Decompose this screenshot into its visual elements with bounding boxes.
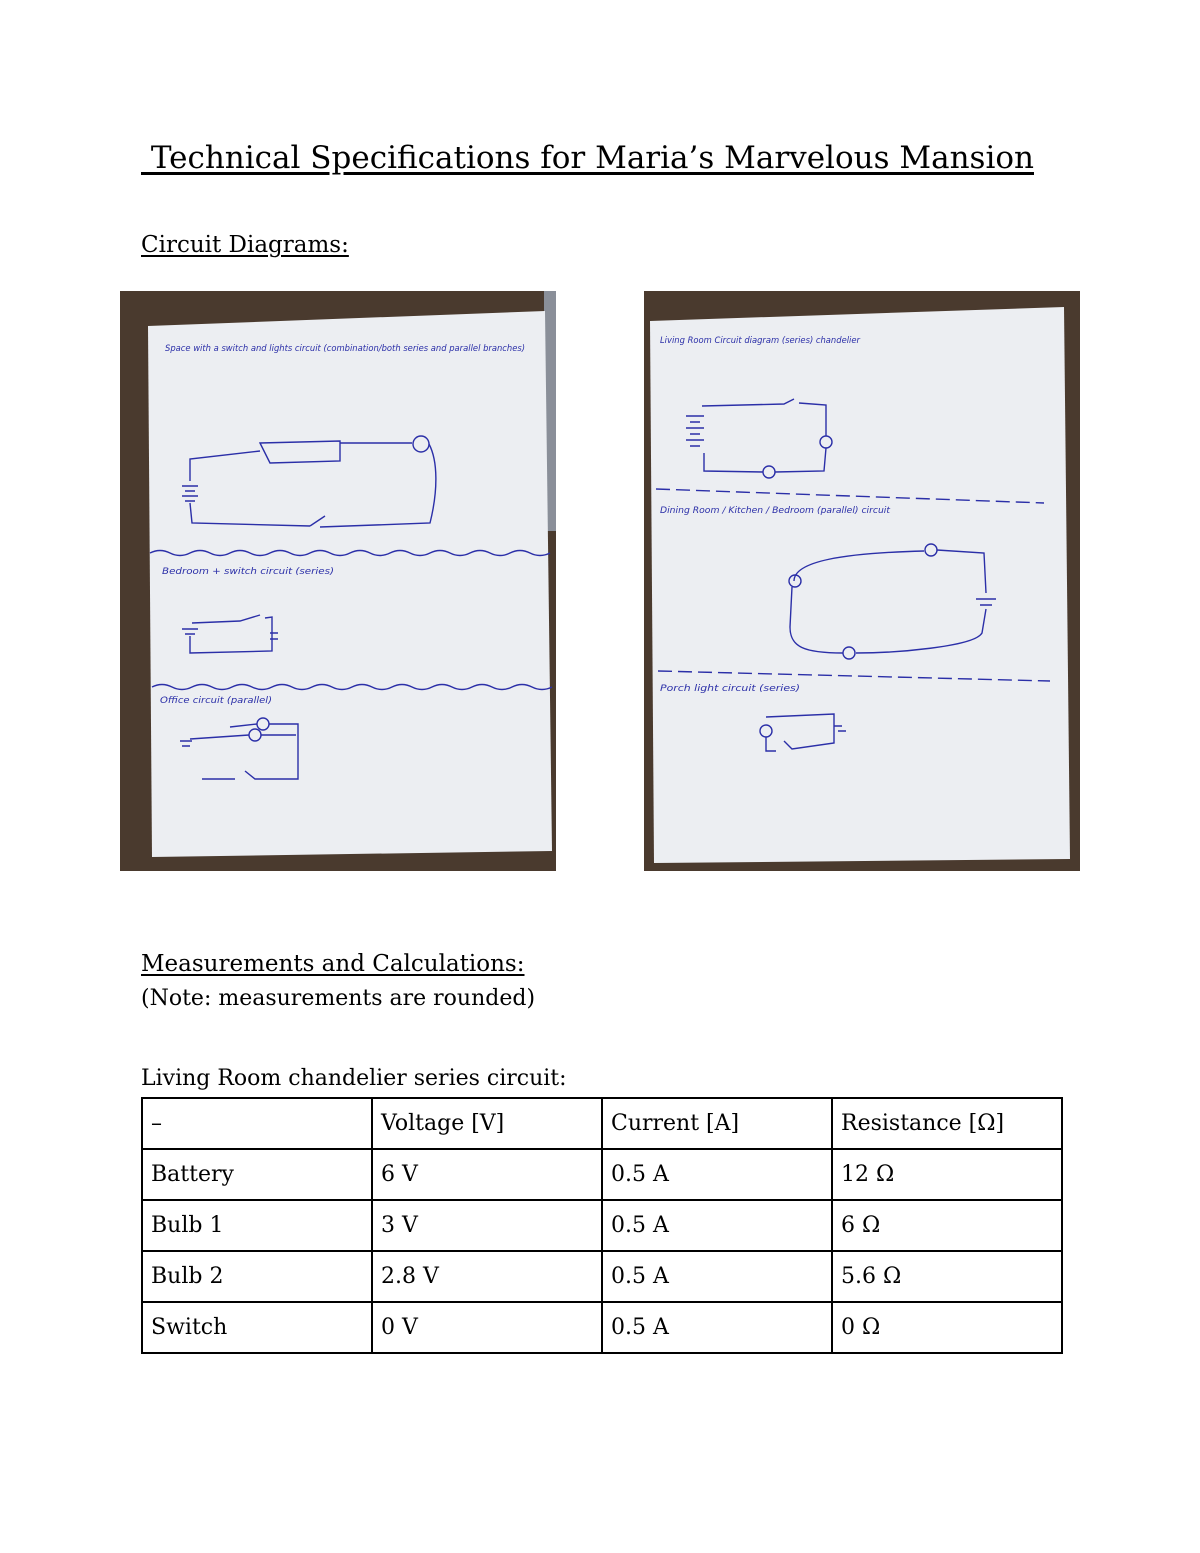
circuit-photo-right	[644, 291, 1080, 871]
header-cell: Resistance [Ω]	[832, 1098, 1062, 1149]
table-cell: 5.6 Ω	[832, 1251, 1062, 1302]
table-cell: 2.8 V	[372, 1251, 602, 1302]
measurements-table	[141, 1097, 1063, 1354]
table-caption: Living Room chandelier series circuit:	[141, 1066, 567, 1091]
circuit-diagrams-heading: Circuit Diagrams:	[141, 232, 349, 258]
table-row	[142, 1200, 1062, 1251]
table-cell: 6 Ω	[832, 1200, 1062, 1251]
circuit-photo-left	[120, 291, 556, 871]
table-cell: Bulb 2	[142, 1251, 372, 1302]
header-cell: –	[142, 1098, 372, 1149]
table-header-row	[142, 1098, 1062, 1149]
header-cell: Voltage [V]	[372, 1098, 602, 1149]
table-row	[142, 1251, 1062, 1302]
table-cell: 6 V	[372, 1149, 602, 1200]
rounding-note: (Note: measurements are rounded)	[141, 986, 536, 1011]
table-cell: 0.5 A	[602, 1251, 832, 1302]
table-cell: 3 V	[372, 1200, 602, 1251]
table-cell: 0.5 A	[602, 1149, 832, 1200]
table-cell: Bulb 1	[142, 1200, 372, 1251]
table-cell: 0.5 A	[602, 1302, 832, 1353]
left-label-2: Bedroom + switch circuit (series)	[162, 567, 334, 577]
page-title: Technical Specifications for Maria’s Marvelous Mansion	[141, 140, 1034, 176]
table-cell: 12 Ω	[832, 1149, 1062, 1200]
table-cell: 0 Ω	[832, 1302, 1062, 1353]
right-label-2: Dining Room / Kitchen / Bedroom (parallel) circuit	[660, 506, 891, 516]
table-cell: 0.5 A	[602, 1200, 832, 1251]
right-label-3: Porch light circuit (series)	[660, 684, 800, 694]
table-row	[142, 1149, 1062, 1200]
table-cell: 0 V	[372, 1302, 602, 1353]
right-label-1: Living Room Circuit diagram (series) chandelier	[660, 336, 862, 346]
left-label-1: Space with a switch and lights circuit (combination/both series and parallel branches)	[165, 344, 525, 354]
measurements-heading: Measurements and Calculations:	[141, 951, 525, 977]
table-row	[142, 1302, 1062, 1353]
left-label-3: Office circuit (parallel)	[160, 696, 272, 706]
header-cell: Current [A]	[602, 1098, 832, 1149]
table-cell: Battery	[142, 1149, 372, 1200]
table-cell: Switch	[142, 1302, 372, 1353]
